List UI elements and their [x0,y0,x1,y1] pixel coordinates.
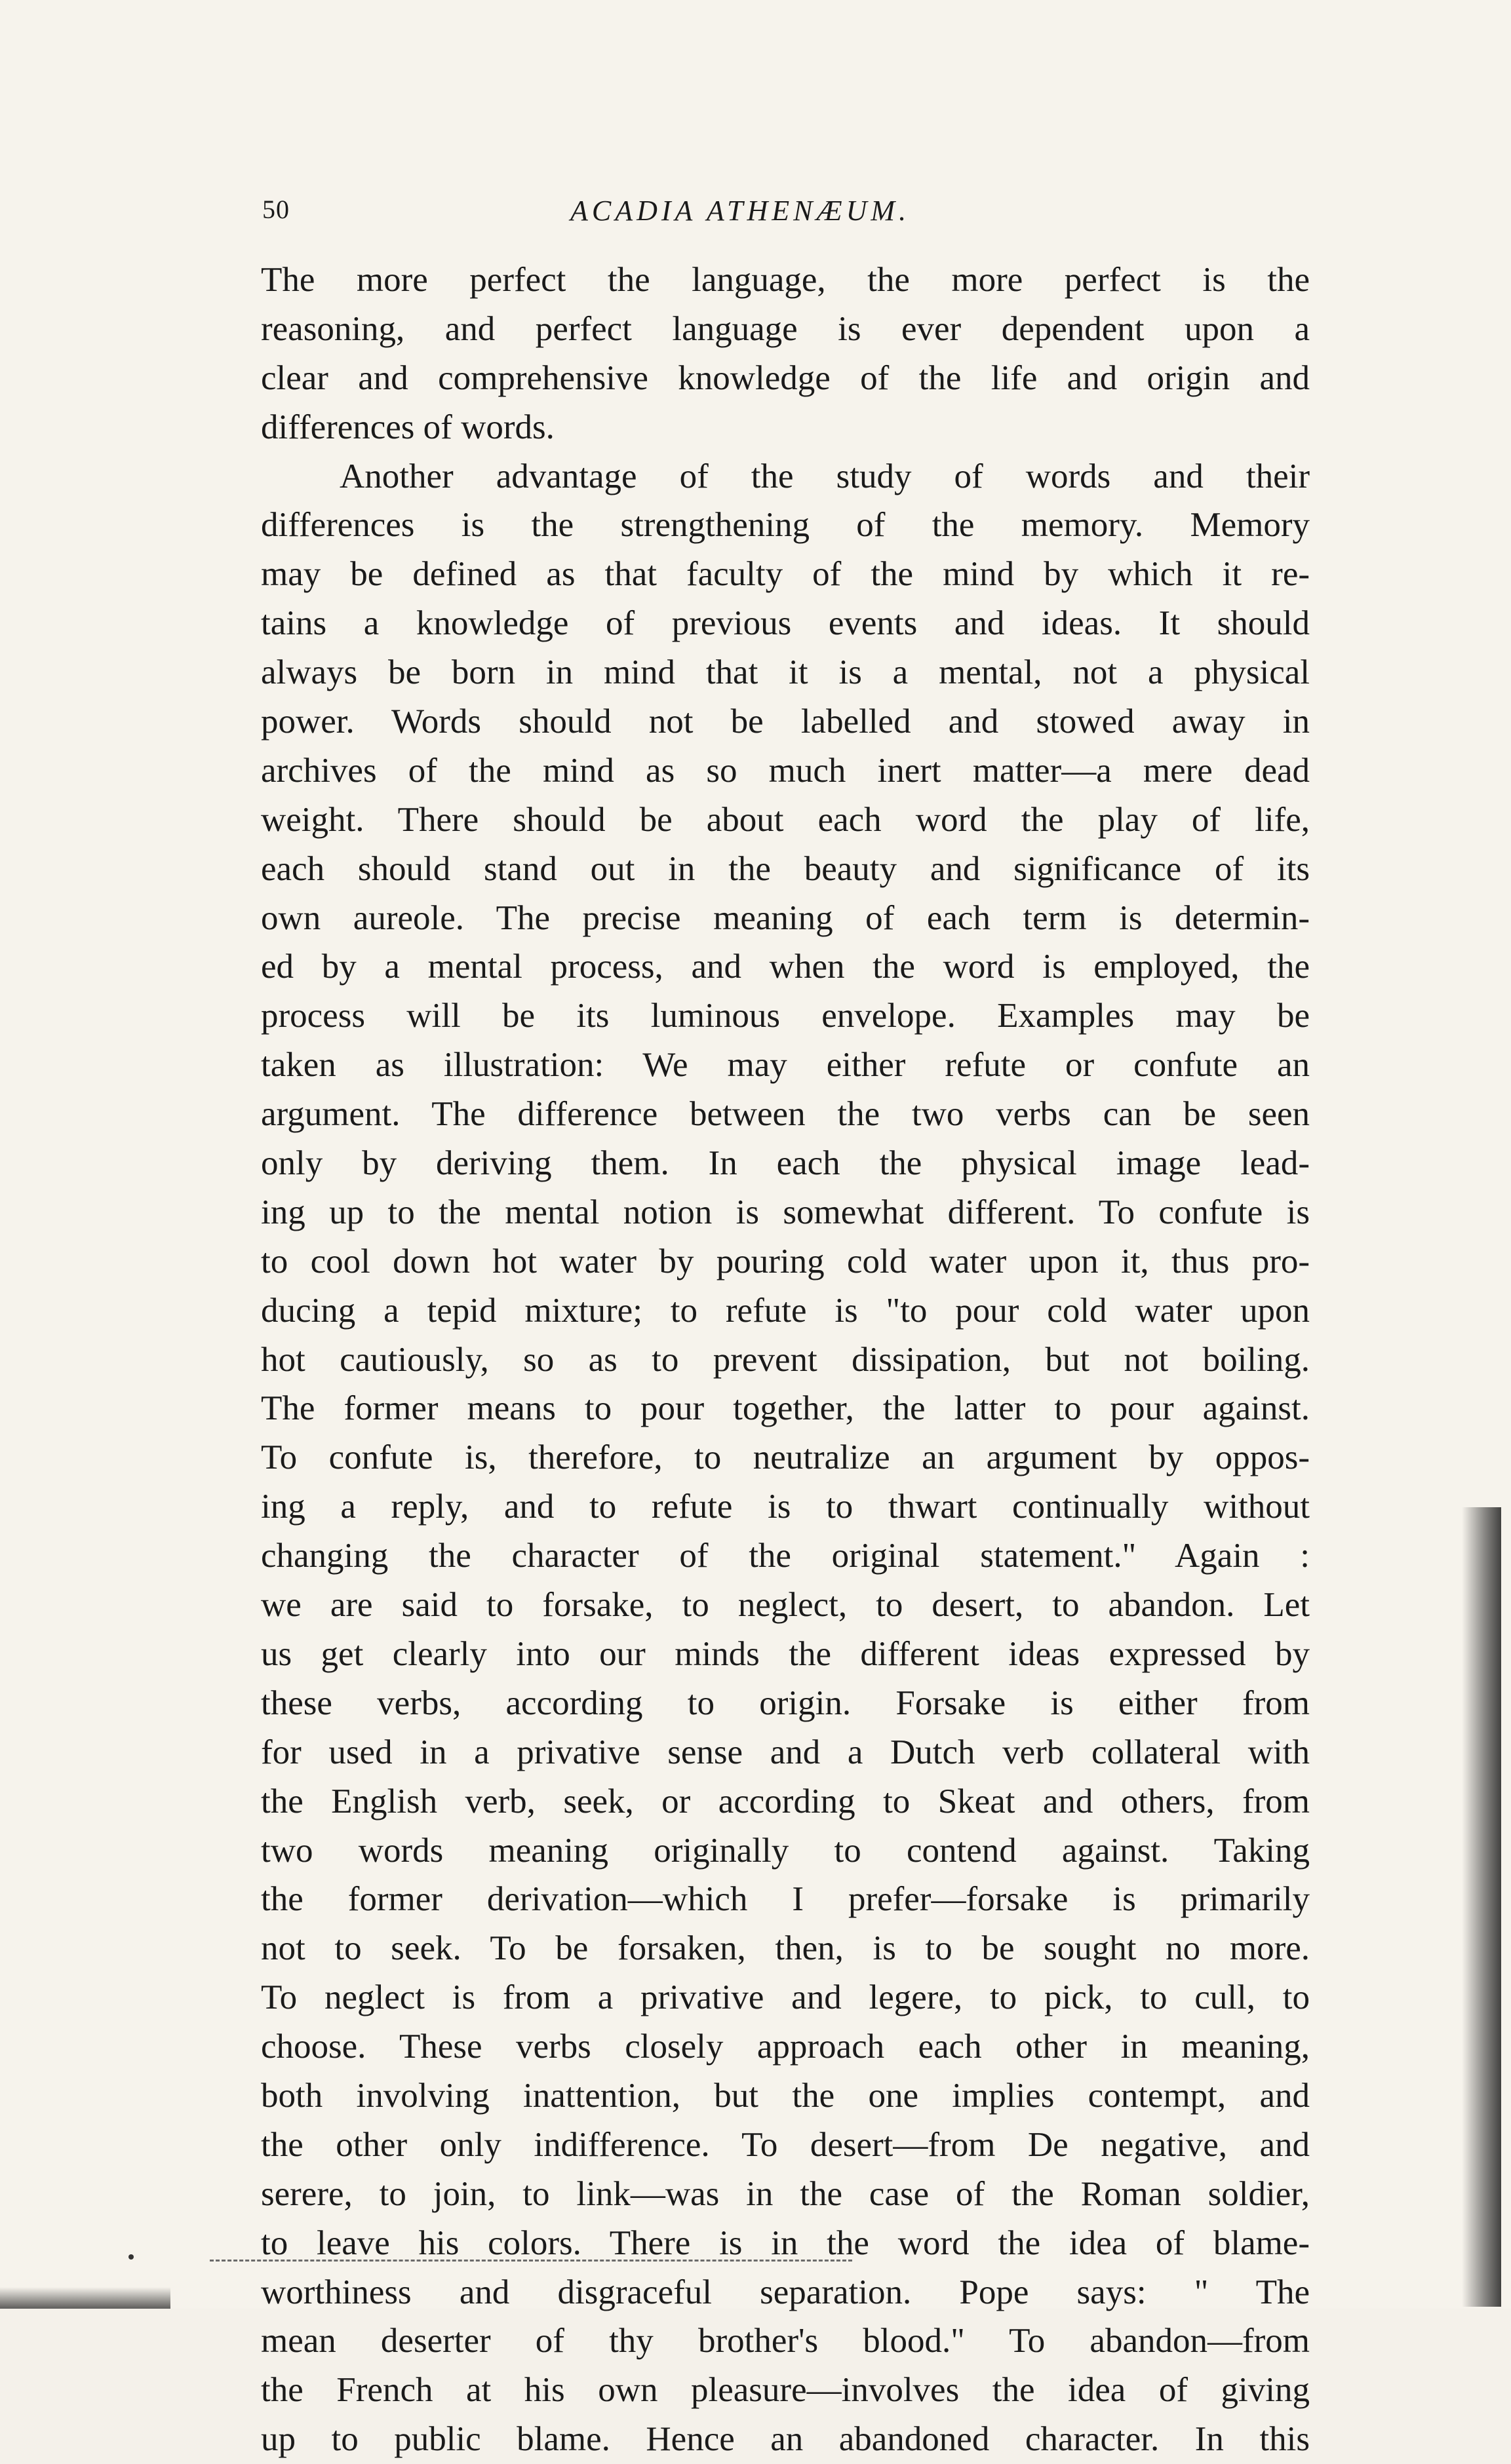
text-line: argument. The difference between the two verbs can be seen [261,1095,1310,1134]
text-line: only by deriving them. In each the physical image lead- [261,1144,1310,1183]
text-line: to leave his colors. There is in the word the idea of blame- [261,2223,1310,2262]
page-header [262,194,1311,233]
text-line: us get clearly into our minds the different ideas expressed by [261,1634,1310,1673]
text-line: mean deserter of thy brother's blood." To abandon—from [261,2322,1310,2360]
text-line: ducing a tepid mixture; to refute is "to pour cold water upon [261,1291,1310,1330]
text-line: The former means to pour together, the latter to pour against. [261,1389,1310,1428]
text-line: we are said to forsake, to neglect, to desert, to abandon. Let [261,1586,1310,1625]
text-line: reasoning, and perfect language is ever dependent upon a [261,309,1310,348]
text-line: changing the character of the original statement." Again : [261,1537,1310,1575]
text-line: Another advantage of the study of words and their [340,457,1310,495]
scan-bottom-shadow [0,2287,170,2309]
text-line: the former derivation—which I prefer—forsake is primarily [261,1880,1310,1919]
text-line: each should stand out in the beauty and significance of its [261,849,1310,888]
text-line: taken as illustration: We may either refute or confute an [261,1046,1310,1085]
body-text [261,256,1310,2464]
text-line: serere, to join, to link—was in the case of the Roman soldier, [261,2174,1310,2213]
text-line: not to seek. To be forsaken, then, is to be sought no more. [261,1929,1310,1968]
text-line: the English verb, seek, or according to Skeat and others, from [261,1782,1310,1820]
text-line: may be defined as that faculty of the mind by which it re- [261,555,1310,594]
text-line: differences is the strengthening of the memory. Memory [261,506,1310,545]
text-line: process will be its luminous envelope. Examples may be [261,997,1310,1035]
footer-rule [210,2260,852,2262]
text-line: own aureole. The precise meaning of each term is determin- [261,898,1310,937]
text-line: differences of words. [261,408,555,446]
text-line: The more perfect the language, the more perfect is the [261,261,1310,299]
text-line: for used in a privative sense and a Dutch verb collateral with [261,1733,1310,1771]
text-line: archives of the mind as so much inert matter—a mere dead [261,751,1310,790]
text-line: hot cautiously, so as to prevent dissipation, but not boiling. [261,1340,1310,1379]
scan-edge-shadow [1462,1507,1501,2307]
text-line: up to public blame. Hence an abandoned character. In this [261,2420,1310,2459]
text-line: two words meaning originally to contend against. Taking [261,1831,1310,1870]
text-line: To confute is, therefore, to neutralize an argument by oppos- [261,1438,1310,1477]
text-line: To neglect is from a privative and legere, to pick, to cull, to [261,1978,1310,2017]
text-line: ing a reply, and to refute is to thwart continually without [261,1488,1310,1526]
text-line: the French at his own pleasure—involves the idea of giving [261,2371,1310,2410]
text-line: weight. There should be about each word the play of life, [261,800,1310,839]
text-line: tains a knowledge of previous events and ideas. It should [261,604,1310,643]
page-number: 50 [262,195,290,224]
text-line: power. Words should not be labelled and stowed away in [261,703,1310,741]
text-line: these verbs, according to origin. Forsake is either from [261,1684,1310,1722]
text-line: clear and comprehensive knowledge of the life and origin and [261,358,1310,397]
text-line: always be born in mind that it is a mental, not a physical [261,653,1310,692]
text-line: to cool down hot water by pouring cold water upon it, thus pro- [261,1242,1310,1280]
text-line: ing up to the mental notion is somewhat different. To confute is [261,1193,1310,1231]
margin-dot [128,2254,134,2260]
text-line: ed by a mental process, and when the word is employed, the [261,948,1310,986]
text-line: both involving inattention, but the one implies contempt, and [261,2076,1310,2115]
text-line: worthiness and disgraceful separation. Pope says: " The [261,2273,1310,2311]
text-line: choose. These verbs closely approach each other in meaning, [261,2028,1310,2066]
running-head: ACADIA ATHENÆUM. [570,195,911,227]
text-line: the other only indifference. To desert—from De negative, and [261,2125,1310,2164]
